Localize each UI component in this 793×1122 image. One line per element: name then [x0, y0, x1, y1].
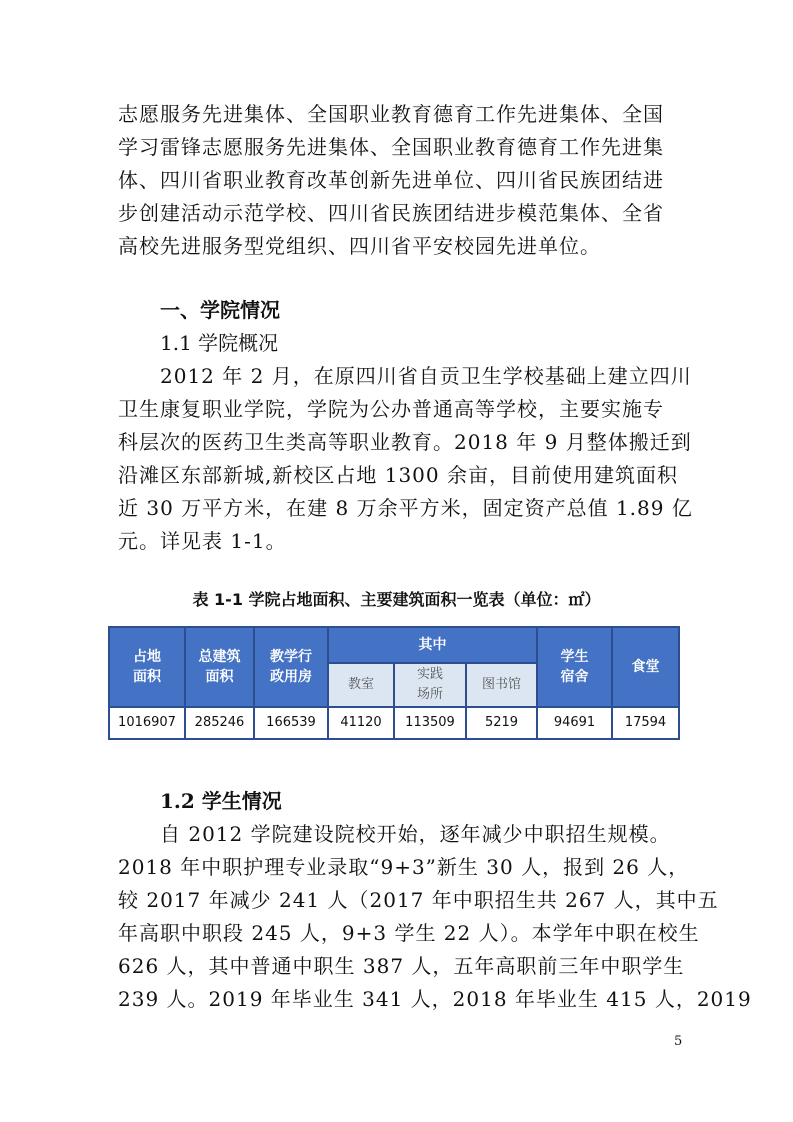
table-cell: 1016907 — [109, 707, 185, 739]
text-line: 626 人，其中普通中职生 387 人，五年高职前三年中职学生 — [118, 954, 685, 978]
intro-paragraph — [118, 98, 678, 263]
table-cell: 94691 — [537, 707, 612, 739]
text-line: 志愿服务先进集体、全国职业教育德育工作先进集体、全国 — [118, 102, 664, 126]
table-cell: 113509 — [394, 707, 466, 739]
table-cell: 285246 — [185, 707, 254, 739]
table-cell: 5219 — [466, 707, 537, 739]
text-line: 元。详见表 1-1。 — [118, 529, 287, 553]
header-classroom: 教室 — [328, 663, 394, 707]
text-line: 卫生康复职业学院，学院为公办普通高等学校，主要实施专 — [118, 397, 664, 421]
section-heading: 一、学院情况 — [160, 298, 280, 322]
text-line: 科层次的医药卫生类高等职业教育。2018 年 9 月整体搬迁到 — [118, 430, 692, 454]
text-line: 近 30 万平方米，在建 8 万余平方米，固定资产总值 1.89 亿 — [118, 496, 693, 520]
page-number: 5 — [674, 1034, 683, 1049]
header-admin-rooms: 教学行 政用房 — [254, 627, 328, 707]
text-line: 沿滩区东部新城,新校区占地 1300 余亩，目前使用建筑面积 — [118, 463, 678, 487]
text-line: 较 2017 年减少 241 人（2017 年中职招生共 267 人，其中五 — [118, 888, 719, 912]
table-cell: 17594 — [612, 707, 679, 739]
header-student-dorm: 学生 宿舍 — [537, 627, 612, 707]
header-land-area: 占地 面积 — [109, 627, 185, 707]
table-cell: 166539 — [254, 707, 328, 739]
area-table — [108, 626, 680, 740]
table-cell: 41120 — [328, 707, 394, 739]
text-line: 高校先进服务型党组织、四川省平安校园先进单位。 — [118, 234, 601, 258]
table-row — [109, 707, 679, 739]
header-canteen: 食堂 — [612, 627, 679, 707]
text-line: 步创建活动示范学校、四川省民族团结进步模范集体、全省 — [118, 201, 664, 225]
header-library: 图书馆 — [466, 663, 537, 707]
header-practice-site: 实践 场所 — [394, 663, 466, 707]
header-total-building-area: 总建筑 面积 — [185, 627, 254, 707]
header-group-among: 其中 — [328, 627, 537, 663]
text-line: 2018 年中职护理专业录取“9+3”新生 30 人，报到 26 人， — [118, 855, 690, 879]
text-line: 体、四川省职业教育改革创新先进单位、四川省民族团结进 — [118, 168, 664, 192]
text-line: 学习雷锋志愿服务先进集体、全国职业教育德育工作先进集 — [118, 135, 664, 159]
subsection-heading: 1.1 学院概况 — [160, 331, 279, 355]
subsection-heading: 1.2 学生情况 — [160, 789, 282, 813]
text-line: 2012 年 2 月，在原四川省自贡卫生学校基础上建立四川 — [160, 364, 692, 388]
text-line: 年高职中职段 245 人，9+3 学生 22 人）。本学年中职在校生 — [118, 921, 700, 945]
text-line: 239 人。2019 年毕业生 341 人，2018 年毕业生 415 人，2019 — [118, 987, 752, 1011]
table-caption: 表 1-1 学院占地面积、主要建筑面积一览表（单位：㎡） — [192, 590, 601, 609]
overview-paragraph — [118, 360, 693, 558]
students-paragraph — [118, 818, 752, 1016]
text-line: 自 2012 学院建设院校开始，逐年减少中职招生规模。 — [160, 822, 671, 846]
